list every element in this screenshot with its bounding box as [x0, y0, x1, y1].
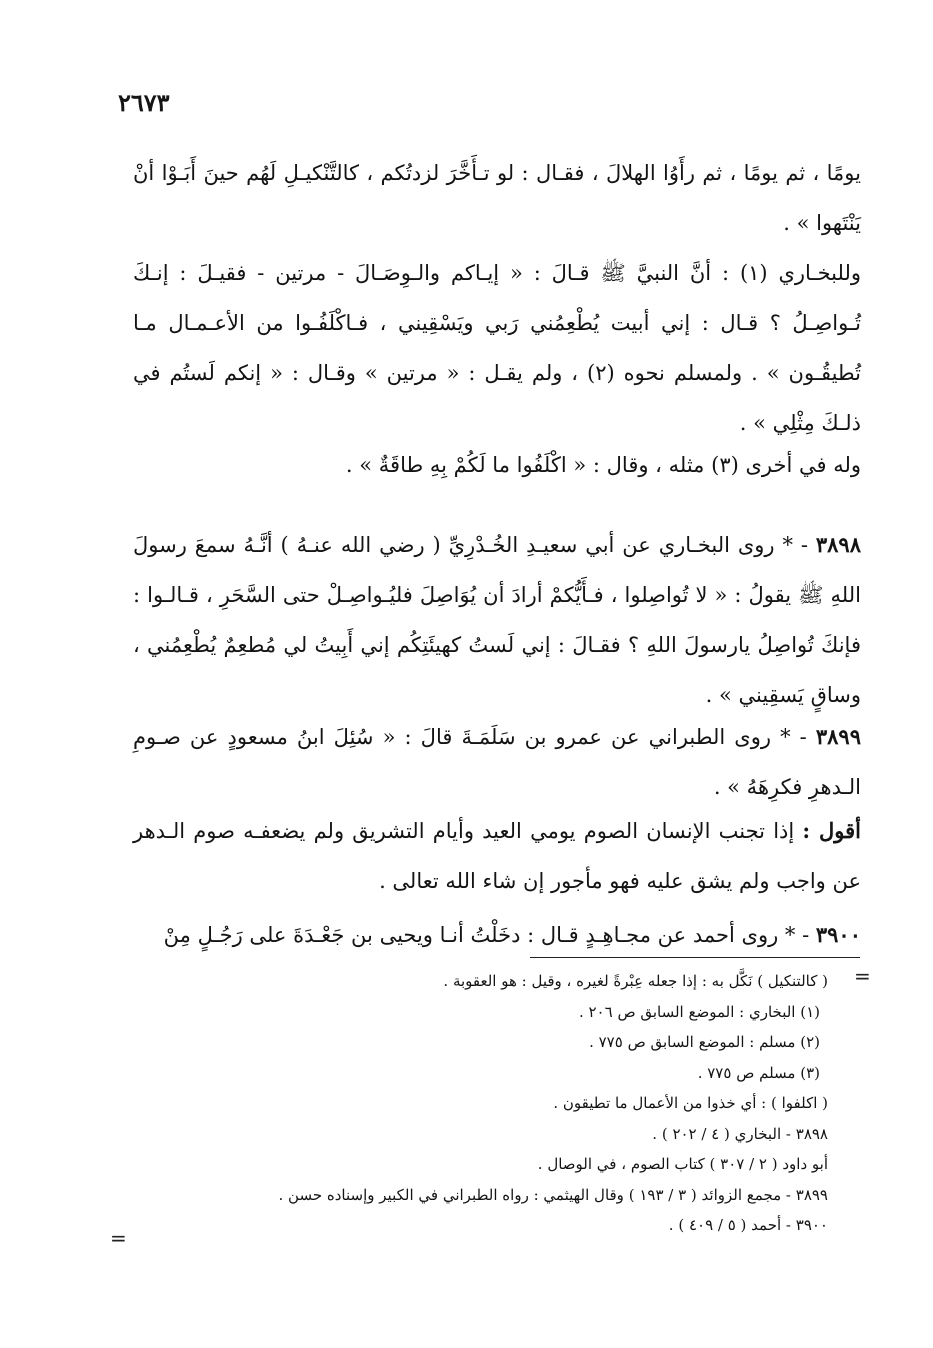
hadith-number: ٣٨٩٩ — [815, 724, 861, 749]
paragraph-other-version — [133, 440, 861, 490]
continuation-mark-top: = — [854, 964, 871, 988]
continuation-mark-bottom: = — [110, 1226, 127, 1250]
footnote-source: أبو داود ( ٢ / ٣٠٧ ) كتاب الصوم ، في الوصال . — [537, 1155, 828, 1173]
footnote-1: (١) البخاري : الموضع السابق ص ٢٠٦ . — [578, 1002, 820, 1021]
hadith-text: - * روى البخـاري عن أبي سعيـدِ الخُـدْرِيِّ ( رضي الله عنـهُ ) أنَّـهُ سمعَ رسولَ اللهِ ﷺ يقولُ : « لا تُواصِلوا ، فـأَيُّكمْ أرادَ أن يُوَاصِلَ فليُـواصِـلْ حتى السَّحَرِ ، قـالـوا : فإنكَ تُواصِلُ يارسولَ اللهِ ؟ فقـالَ : إني لَستُ كهيئَتِكُم إني أَبِيتُ لي مُطعِمٌ يُطْعِمُني ، وساقٍ يَسقِيني » . — [133, 533, 861, 707]
footnotes — [108, 966, 828, 1241]
hadith-3900 — [133, 910, 861, 960]
comment-lead: أقول : — [802, 818, 861, 843]
comment-text: إذا تجنب الإنسان الصوم يومي العيد وأيام التشريق ولم يضعفـه صوم الـدهر عن واجب ولم يشق عليه فهو مأجور إن شاء الله تعالى . — [133, 819, 861, 893]
page-number: ٢٦٧٣ — [118, 88, 170, 117]
hadith-text: - * روى الطبراني عن عمرو بن سَلَمَـةَ قالَ : « سُئِلَ ابنُ مسعودٍ عن صـومِ الـدهرِ فكرِهَهُ » . — [133, 725, 861, 799]
footnote-glossary: ( اكلفوا ) : أي خذوا من الأعمال ما تطيقون . — [553, 1094, 828, 1112]
footnote-source: ٣٨٩٨ - البخاري ( ٤ / ٢٠٢ ) . — [652, 1124, 828, 1143]
footnote-source: ٣٨٩٩ - مجمع الزوائد ( ٣ / ١٩٣ ) وقال الهيثمي : رواه الطبراني في الكبير وإسناده حسن . — [278, 1185, 828, 1204]
hadith-number: ٣٩٠٠ — [815, 922, 861, 947]
hadith-number: ٣٨٩٨ — [815, 532, 861, 557]
footnote-3: (٣) مسلم ص ٧٧٥ . — [697, 1063, 820, 1082]
paragraph-text: وله في أخرى (٣) مثله ، وقال : « اكْلَفُوا ما لَكُمْ بِهِ طاقَةٌ » . — [345, 453, 861, 477]
hadith-3899 — [133, 712, 861, 812]
paragraph-continuation — [133, 148, 861, 248]
hadith-text: - * روى أحمد عن مجـاهِـدٍ قـال : دخَلْتُ أنـا ويحيى بن جَعْـدَةَ على رَجُـلٍ مِنْ — [163, 923, 810, 947]
paragraph-text: يومًا ، ثم يومًا ، ثم رأَوُا الهلالَ ، فقـال : لو تـأَخَّرَ لزدتُكم ، كالتَّنْكيـلِ لَهُم حينَ أَبَـوْا أنْ يَنْتَهوا » . — [133, 161, 861, 235]
author-comment — [133, 806, 861, 906]
hadith-3898 — [133, 520, 861, 720]
footnote-2: (٢) مسلم : الموضع السابق ص ٧٧٥ . — [589, 1033, 820, 1051]
paragraph-text: وللبخـاري (١) : أنَّ النبيَّ ﷺ قـالَ : « إيـاكم والـوِصَـالَ - مرتين - فقيـلَ : إنـكَ تُـواصِـلُ ؟ قـال : إني أبيت يُطْعِمُني رَبي ويَسْقِيني ، فـاكْلَفُـوا من الأعـمـال مـا تُطيقُـون » . ولمسلم نحوه (٢) ، ولم يقـل : « مرتين » وقـال : « إنكم لَستُم في ذلـكَ مِثْلِي » . — [133, 261, 862, 435]
footnote-divider — [530, 957, 860, 958]
paragraph-bukhari — [133, 248, 861, 448]
footnote-source: ٣٩٠٠ - أحمد ( ٥ / ٤٠٩ ) . — [668, 1216, 828, 1234]
footnote-glossary: ( كالتنكيل ) نَكَّل به : إذا جعله عِبْرةً لغيره ، وقيل : هو العقوبة . — [443, 972, 828, 990]
